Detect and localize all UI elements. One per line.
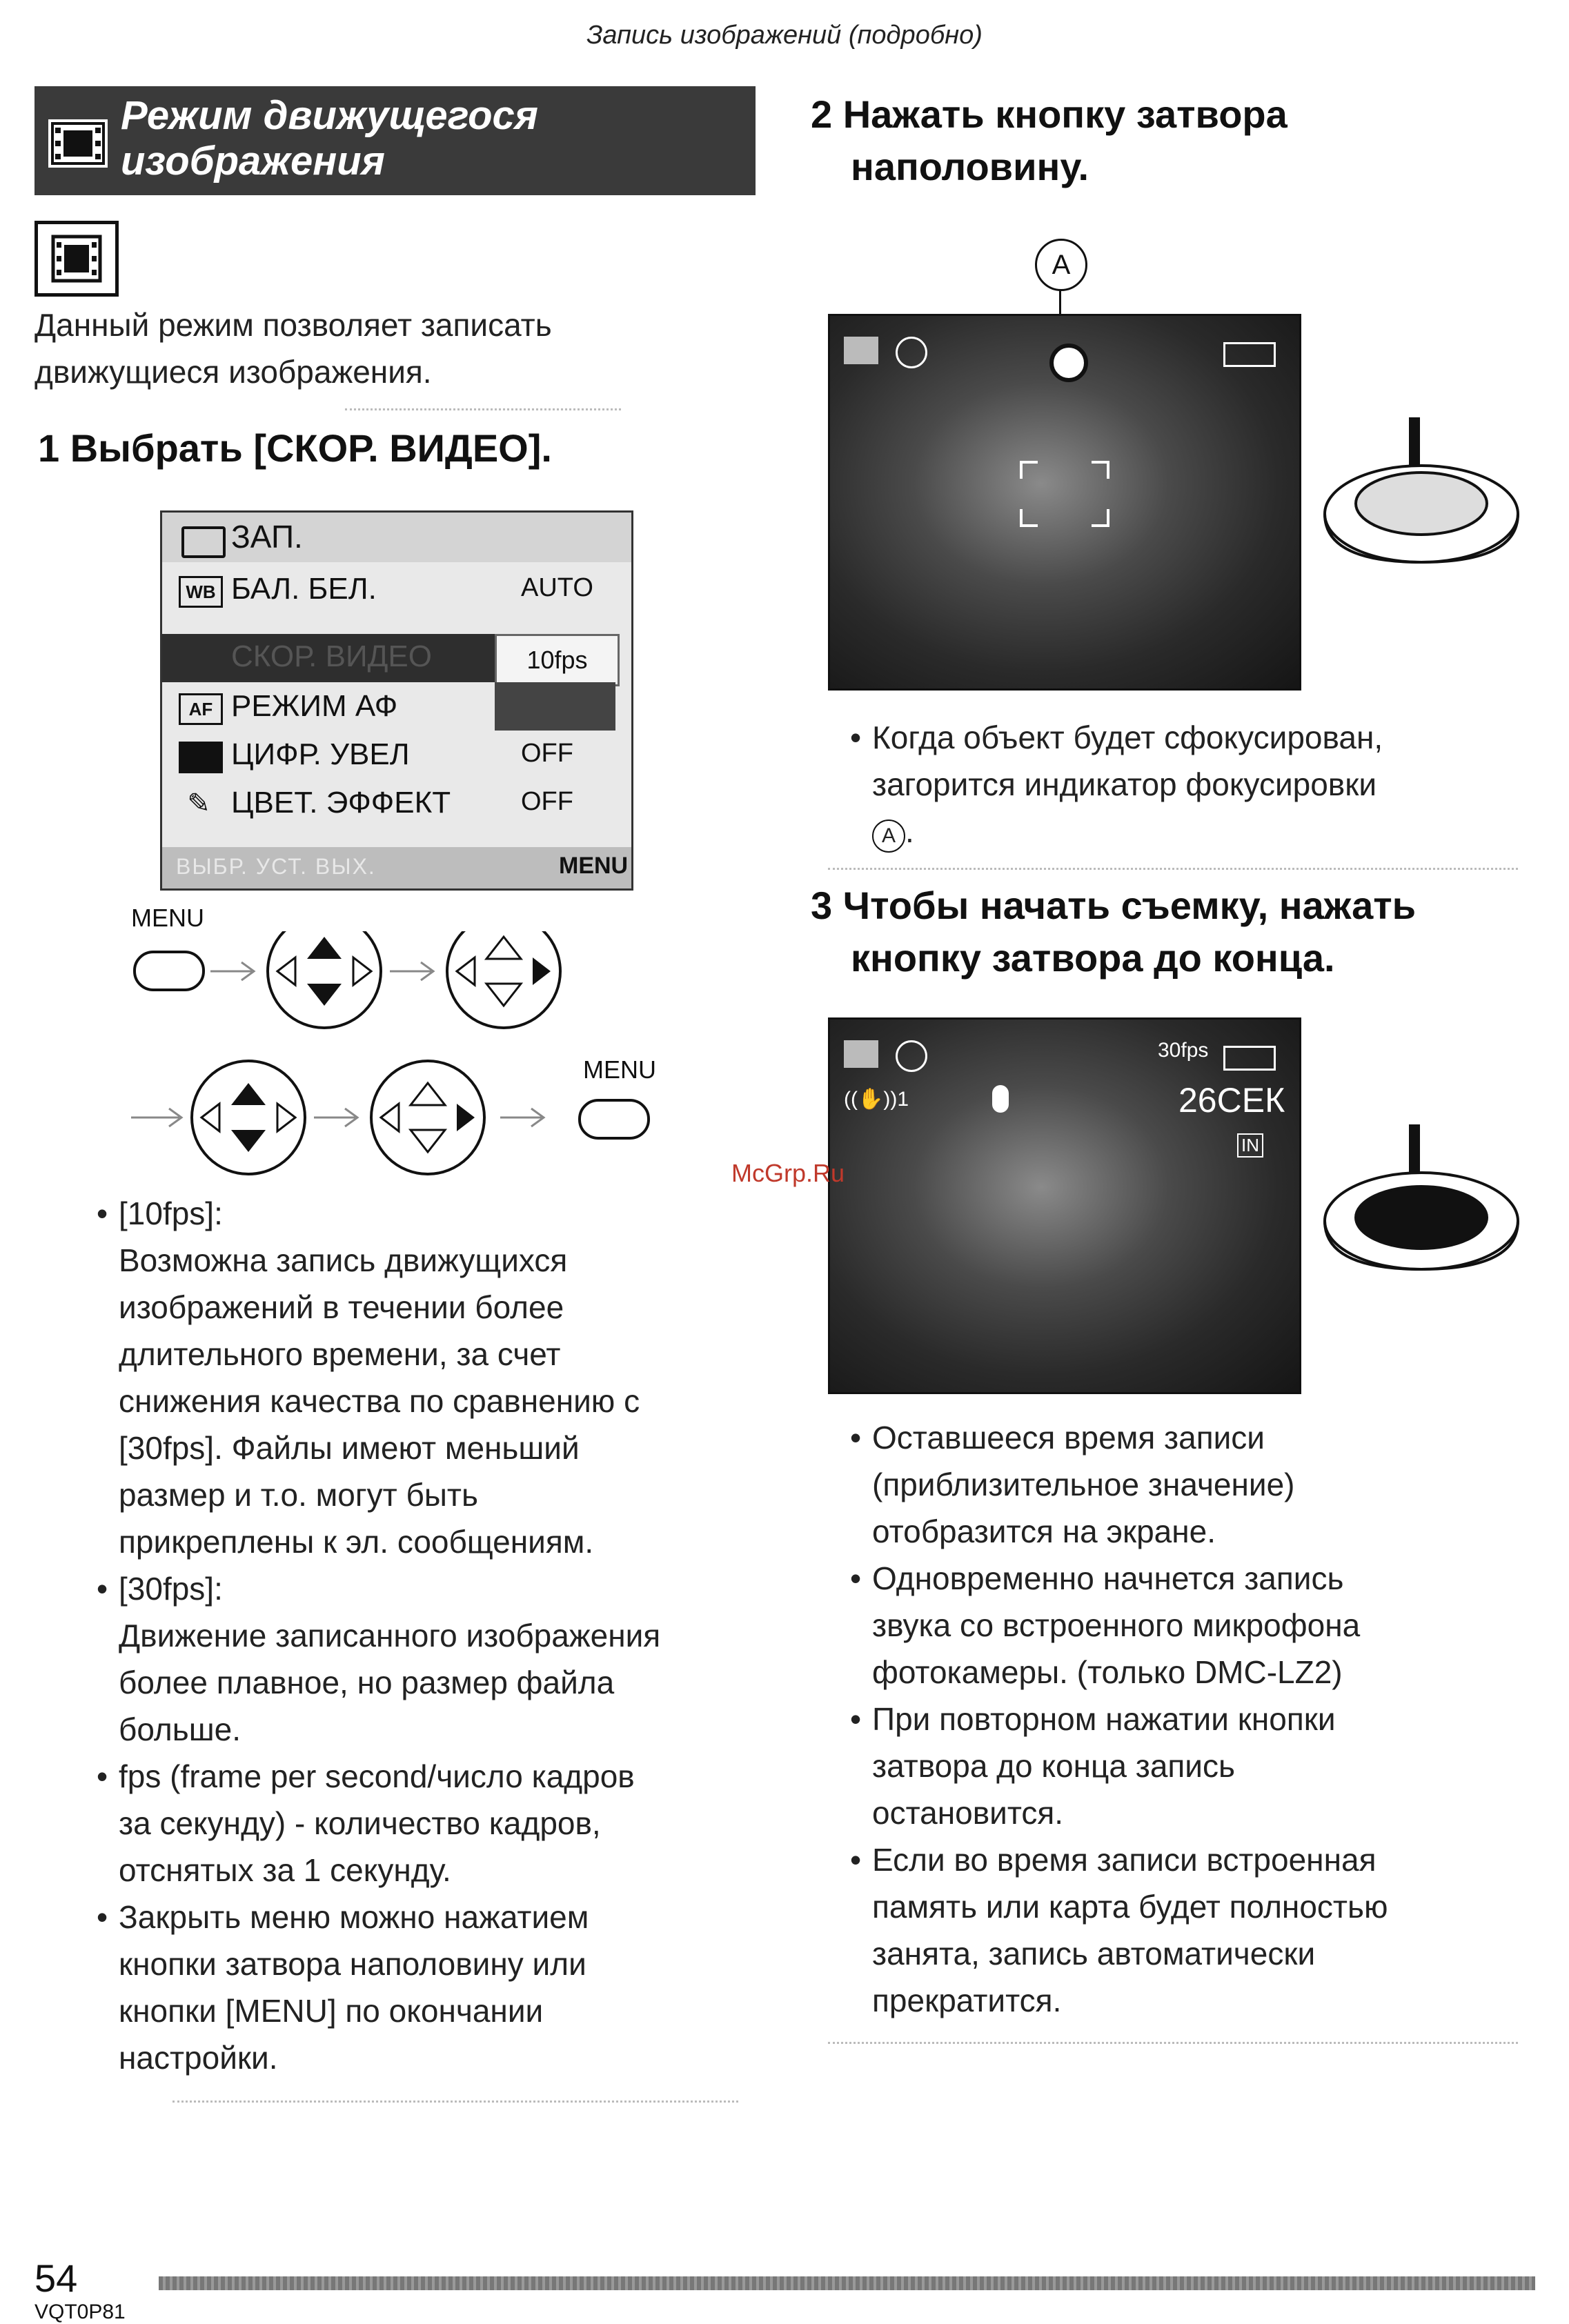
step3-title-line1: Чтобы начать съемку, нажать — [842, 884, 1417, 927]
step1-number: 1 — [38, 426, 60, 470]
step1-title — [38, 422, 728, 475]
menu-button-icon — [580, 1100, 649, 1138]
bullet-line: кнопки затвора наполовину или — [119, 1946, 586, 1982]
menu-row-value: OFF — [521, 787, 573, 816]
menu-row-value: OFF — [521, 739, 573, 768]
bullet-head: [10fps]: — [119, 1195, 223, 1231]
bullet-line: (приблизительное значение) — [872, 1467, 1295, 1502]
bullet-line: кнопки [MENU] по окончании — [119, 1993, 544, 2029]
bullet-line: память или карта будет полностью — [872, 1889, 1388, 1925]
flash-osd-icon — [896, 337, 927, 368]
bullet-line: занята, запись автоматически — [872, 1936, 1316, 1972]
shutter-full-press-icon — [1318, 1118, 1525, 1290]
bullet-line: за секунду) - количество кадров, — [119, 1805, 601, 1841]
menu-button-icon — [135, 952, 204, 990]
bullet-line: Если во время записи встроенная — [872, 1842, 1376, 1878]
bullet-line: [30fps]. Файлы имеют меньший — [119, 1430, 580, 1466]
built-in-memory-icon: IN — [1237, 1133, 1263, 1158]
menu-footer-menu-label: MENU — [559, 853, 629, 879]
shutter-half-press-icon — [1318, 410, 1525, 583]
section-title-banner — [34, 86, 756, 195]
bullet-30fps: • [30fps]: Движение записанного изображения более плавное, но размер файла больше. — [97, 1565, 759, 1753]
menu-button-label: MENU — [131, 904, 204, 932]
bullet-line: остановится. — [872, 1795, 1064, 1831]
divider — [345, 408, 621, 410]
menu-row-label: СКОР. ВИДЕО — [231, 639, 432, 673]
menu-header-label: ЗАП. — [231, 519, 303, 555]
footer-rule — [159, 2276, 1535, 2290]
menu-row-label: БАЛ. БЕЛ. — [231, 572, 377, 606]
bullet-line: фотокамеры. (только DMC-LZ2) — [872, 1654, 1343, 1690]
flash-osd-icon — [896, 1040, 927, 1072]
step2-title — [811, 88, 1535, 193]
menu-footer-hint: ВЫБР. УСТ. ВЫХ. — [176, 854, 376, 879]
menu-row-label: ЦВЕТ. ЭФФЕКТ — [231, 786, 451, 820]
bullet-line: загорится индикатор фокусировки — [872, 766, 1377, 802]
menu-row-label: ЦИФР. УВЕЛ — [231, 737, 410, 771]
camera-menu-screen — [160, 510, 633, 891]
bullet-line: отснятых за 1 секунду. — [119, 1852, 451, 1888]
menu-button-label: MENU — [583, 1055, 656, 1084]
focus-indicator-marker: A — [1035, 239, 1087, 291]
nav-sequence-1 — [131, 904, 655, 1042]
bullet-line: снижения качества по сравнению с — [119, 1383, 640, 1419]
preview-photo-recording — [828, 1017, 1301, 1394]
menu-row-af-mode[interactable] — [162, 684, 495, 732]
step2-bullet: • Когда объект будет сфокусирован, загорится индикатор фокусировки A . — [850, 714, 1562, 855]
step2-title-line1: Нажать кнопку затвора — [842, 92, 1287, 136]
step2-title-line2: наполовину. — [851, 145, 1089, 188]
bullet-head: fps (frame per second/число кадров — [119, 1758, 635, 1794]
step3-bullet-list — [850, 1414, 1540, 2024]
focus-indicator-dot — [1049, 344, 1088, 382]
arrow-icon — [390, 962, 433, 980]
bullet-line: Когда объект будет сфокусирован, — [872, 719, 1383, 755]
bullet-audio: • Одновременно начнется запись звука со встроенного микрофона фотокамеры. (только DMC-LZ2) — [850, 1555, 1540, 1696]
mode-osd-icon — [844, 337, 878, 364]
left-bullet-list — [97, 1190, 759, 2081]
cursor-pad-right-icon — [447, 931, 560, 1028]
bullet-close-menu: • Закрыть меню можно нажатием кнопки затвора наполовину или кнопки [MENU] по окончании настройки. — [97, 1894, 759, 2081]
microphone-icon — [992, 1085, 1009, 1113]
menu-footer — [162, 847, 631, 888]
af-icon: AF — [179, 693, 223, 725]
document-code: VQT0P81 — [34, 2301, 126, 2323]
nav-sequence-2 — [131, 1042, 683, 1180]
bullet-line: прикреплены к эл. сообщениям. — [119, 1524, 594, 1560]
bullet-line: отобразится на экране. — [872, 1513, 1216, 1549]
bullet-line: длительного времени, за счет — [119, 1336, 561, 1372]
stabilizer-osd-icon: ((✋))1 — [844, 1088, 909, 1111]
cursor-pad-up-down-icon — [192, 1061, 305, 1174]
wb-icon: WB — [179, 576, 223, 608]
bullet-line: Возможна запись движущихся — [119, 1242, 568, 1278]
divider — [172, 2100, 738, 2103]
divider — [828, 868, 1518, 870]
camera-icon — [181, 526, 226, 558]
bullet-head: Закрыть меню можно нажатием — [119, 1899, 589, 1935]
nav-row-2-graphics — [131, 1042, 683, 1180]
running-header: Запись изображений (подробно) — [586, 21, 983, 50]
bullet-line: Одновременно начнется запись — [872, 1560, 1344, 1596]
bullet-line: настройки. — [119, 2040, 278, 2076]
bullet-head: [30fps]: — [119, 1571, 223, 1607]
bullet-line: прекратится. — [872, 1983, 1062, 2018]
bullet-end: . — [905, 813, 914, 849]
step2-number: 2 — [811, 92, 833, 136]
step3-title-line2: кнопку затвора до конца. — [851, 936, 1335, 980]
intro-text: Данный режим позволяет записать движущиеся изображения. — [34, 307, 552, 390]
menu-row-digital-zoom[interactable] — [162, 732, 631, 780]
step3-number: 3 — [811, 884, 833, 927]
nav-row-1-graphics — [131, 931, 655, 1042]
af-frame — [1020, 461, 1109, 527]
fps-option-selected[interactable]: 10fps — [495, 634, 620, 686]
step1-text: Выбрать [СКОР. ВИДЕО]. — [70, 426, 552, 470]
arrow-icon — [500, 1109, 544, 1126]
menu-row-color-effect[interactable] — [162, 780, 631, 828]
bullet-line: звука со встроенного микрофона — [872, 1607, 1361, 1643]
page-number: 54 — [34, 2256, 78, 2300]
bullet-fps-definition: • fps (frame per second/число кадров за секунду) - количество кадров, отснятых за 1 секунду. — [97, 1753, 759, 1894]
step3-title — [811, 880, 1535, 984]
menu-header — [162, 513, 631, 562]
stabilizer-mode: 1 — [897, 1088, 909, 1111]
divider — [828, 2042, 1518, 2044]
bullet-stop: • При повторном нажатии кнопки затвора до конца запись остановится. — [850, 1696, 1540, 1836]
menu-row-video-speed[interactable] — [162, 634, 495, 682]
movie-mode-icon — [48, 119, 108, 168]
mode-dial-movie-icon — [34, 221, 119, 297]
remaining-time-osd: 26СЕК — [1178, 1081, 1285, 1120]
bullet-line: затвора до конца запись — [872, 1748, 1235, 1784]
bullet-line: Оставшееся время записи — [872, 1420, 1265, 1456]
color-effect-icon: ✎ — [187, 788, 210, 819]
digital-zoom-icon — [179, 742, 223, 773]
bullet-line: больше. — [119, 1711, 241, 1747]
arrow-icon — [314, 1109, 357, 1126]
preview-photo-half-press — [828, 314, 1301, 691]
menu-row-value: AUTO — [521, 573, 593, 602]
bullet-10fps: • [10fps]: Возможна запись движущихся изображений в течении более длительного времени, за счет снижения качества по сравнению с [30fps]. Файлы имеют меньший размер и т.о. могут быть прикреплены к эл. сообщениям. — [97, 1190, 759, 1565]
focus-marker-inline: A — [872, 820, 905, 853]
watermark: McGrp.Ru — [731, 1159, 845, 1187]
section-title-line1: Режим движущегося — [121, 93, 538, 138]
bullet-line: изображений в течении более — [119, 1289, 564, 1325]
arrow-icon — [210, 962, 254, 980]
mode-osd-icon — [844, 1040, 878, 1068]
bullet-memory-full: • Если во время записи встроенная память или карта будет полностью занята, запись автоматически прекратится. — [850, 1836, 1540, 2024]
bullet-line: Движение записанного изображения — [119, 1618, 661, 1653]
bullet-line: более плавное, но размер файла — [119, 1665, 615, 1700]
menu-row-white-balance[interactable] — [162, 566, 631, 615]
fps-option-other[interactable] — [495, 682, 615, 731]
bullet-line: При повторном нажатии кнопки — [872, 1701, 1336, 1737]
battery-icon — [1223, 342, 1276, 367]
arrow-icon — [131, 1109, 181, 1126]
menu-row-label: РЕЖИМ АФ — [231, 689, 398, 723]
bullet-line: размер и т.о. могут быть — [119, 1477, 478, 1513]
bullet-remaining-time: • Оставшееся время записи (приблизительное значение) отобразится на экране. — [850, 1414, 1540, 1555]
fps-osd: 30fps — [1158, 1039, 1209, 1062]
battery-icon — [1223, 1046, 1276, 1071]
section-title-line2: изображения — [121, 139, 385, 183]
